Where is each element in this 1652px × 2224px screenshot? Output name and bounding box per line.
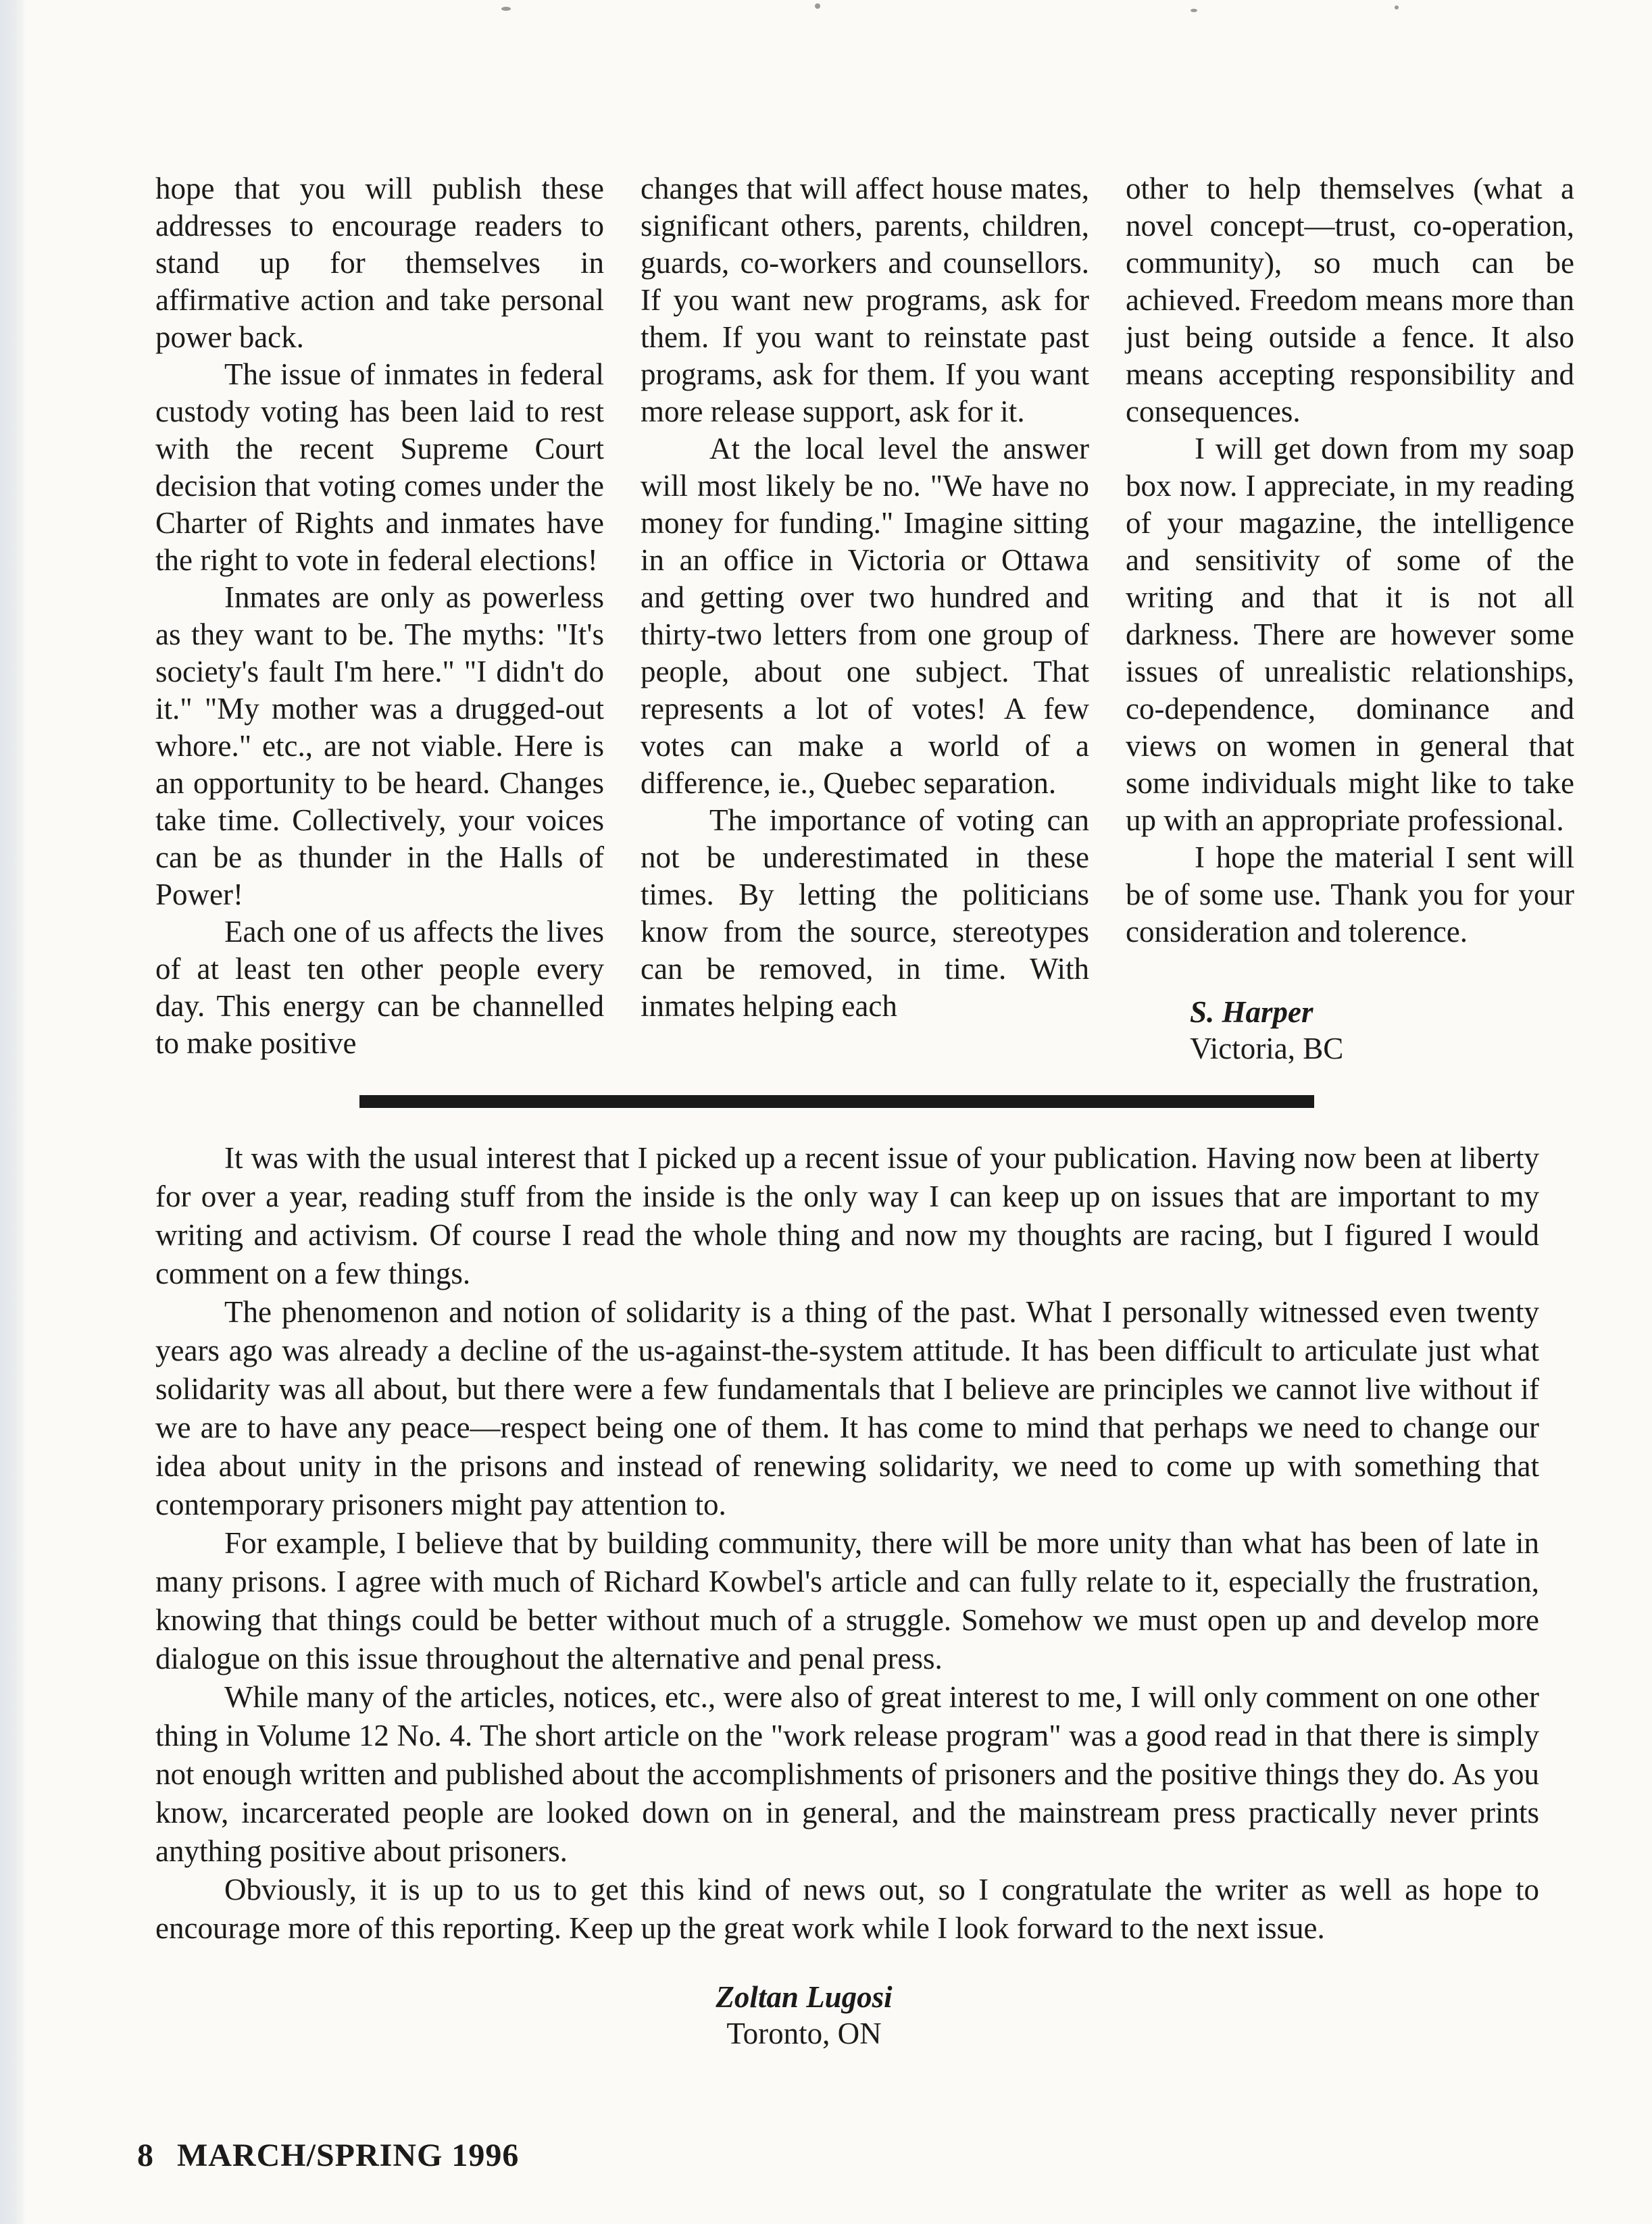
section-divider-rule xyxy=(359,1095,1314,1108)
harper-letter-column-2 xyxy=(641,170,1089,1067)
harper-letter-column-1 xyxy=(155,170,604,1067)
paragraph: At the local level the answer will most likely be no. "We have no money for funding." Imagine sitting in an office in Victoria or Ottawa and getting over two hundred and thirty-two letters from one group of people, about one subject. That represents a lot of votes! A few votes can make a world of a difference, ie., Quebec separation. xyxy=(641,432,1089,800)
paragraph: For example, I believe that by building community, there will be more unity than what has been of late in many prisons. I agree with much of Richard Kowbel's article and can fully relate to it, especially the frustration, knowing that things could be better without much of a struggle. Somehow we must open up and develop more dialogue on this issue throughout the alternative and penal press. xyxy=(155,1526,1539,1675)
signature-location: Victoria, BC xyxy=(1190,1032,1344,1065)
lugosi-signature xyxy=(155,1979,1453,2052)
signature-name: S. Harper xyxy=(1190,995,1313,1029)
signature-name: Zoltan Lugosi xyxy=(716,1980,893,2014)
paragraph: I hope the material I sent will be of some use. Thank you for your consideration and tolerence. xyxy=(1126,840,1574,949)
paragraph: I will get down from my soap box now. I appreciate, in my reading of your magazine, the intelligence and sensitivity of some of the writing and that it is not all darkness. There are however some issues of unrealistic relationships, co-dependence, dominance and views on women in general that some individuals might like to take up with an appropriate professional. xyxy=(1126,432,1574,837)
issue-label: MARCH/SPRING 1996 xyxy=(177,2138,520,2173)
paragraph: Inmates are only as powerless as they want to be. The myths: "It's society's fault I'm here." "I didn't do it." "My mother was a drugged-out whore." etc., are not viable. Here is an opportunity to be heard. Changes take time. Collectively, your voices can be as thunder in the Halls of Power! xyxy=(155,580,604,911)
paragraph: The issue of inmates in federal custody voting has been laid to rest with the recent Supreme Court decision that voting comes under the Charter of Rights and inmates have the right to vote in federal elections! xyxy=(155,357,604,577)
page-number: 8 xyxy=(137,2138,154,2173)
paragraph: other to help themselves (what a novel concept—trust, co-operation, community), so much can be achieved. Freedom means more than just being outside a fence. It also means accepting responsibility and consequences. xyxy=(1126,172,1574,428)
page-footer xyxy=(137,2137,519,2174)
harper-letter-column-3 xyxy=(1126,170,1574,1067)
scan-speck xyxy=(815,3,820,9)
paragraph: Obviously, it is up to us to get this kind of news out, so I congratulate the writer as well as hope to encourage more of this reporting. Keep up the great work while I look forward to the next issue. xyxy=(155,1873,1539,1945)
paragraph: changes that will affect house mates, significant others, parents, children, guards, co-workers and counsellors. If you want new programs, ask for them. If you want to reinstate past programs, ask for them. If you want more release support, ask for it. xyxy=(641,172,1089,428)
lugosi-letter xyxy=(155,1139,1539,2052)
paragraph: hope that you will publish these addresses to encourage readers to stand up for themselves in affirmative action and take personal power back. xyxy=(155,172,604,354)
scanner-edge-shadow xyxy=(0,0,26,2224)
paragraph: Each one of us affects the lives of at least ten other people every day. This energy can be channelled to make positive xyxy=(155,915,604,1060)
harper-letter xyxy=(155,170,1574,1067)
scan-speck xyxy=(1191,9,1197,12)
paragraph: The importance of voting can not be underestimated in these times. By letting the politicians know from the source, stereotypes can be removed, in time. With inmates helping each xyxy=(641,803,1089,1023)
page-content xyxy=(155,170,1574,2052)
paragraph: The phenomenon and notion of solidarity is a thing of the past. What I personally witnessed even twenty years ago was already a decline of the us-against-the-system attitude. It has been difficult to articulate just what solidarity was all about, but there were a few fundamentals that I believe are principles we cannot live without if we are to have any peace—respect being one of them. It has come to mind that perhaps we need to change our idea about unity in the prisons and instead of renewing solidarity, we need to come up with something that contemporary prisoners might pay attention to. xyxy=(155,1295,1539,1521)
scan-speck xyxy=(501,7,511,11)
scan-speck xyxy=(1395,5,1399,9)
paragraph: While many of the articles, notices, etc., were also of great interest to me, I will only comment on one other thing in Volume 12 No. 4. The short article on the "work release program" was a good read in that there is simply not enough written and published about the accomplishments of prisoners and the positive things they do. As you know, incarcerated people are looked down on in general, and the mainstream press practically never prints anything positive about prisoners. xyxy=(155,1680,1539,1868)
paragraph: It was with the usual interest that I picked up a recent issue of your publication. Having now been at liberty for over a year, reading stuff from the inside is the only way I can keep up on issues that are important to my writing and activism. Of course I read the whole thing and now my thoughts are racing, but I figured I would comment on a few things. xyxy=(155,1141,1539,1290)
signature-location: Toronto, ON xyxy=(726,2017,882,2050)
harper-signature xyxy=(1126,994,1574,1067)
